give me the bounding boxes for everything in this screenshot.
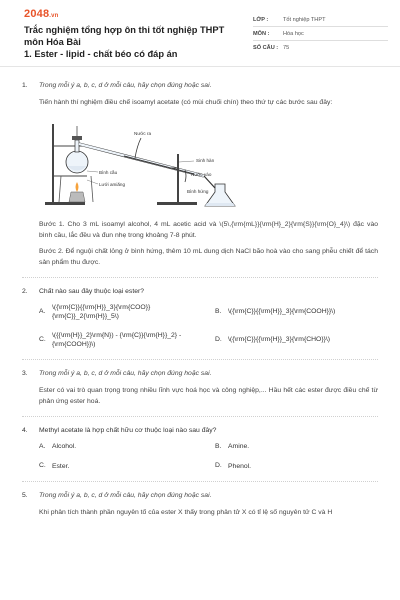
document-title <box>24 24 245 60</box>
question-body: Ester có vai trò quan trọng trong nhiều lĩnh vực hoá học và công nghiệp,... Hầu hết các ester được điều chế từ phản ứng ester hoá. <box>39 387 378 405</box>
question-2 <box>22 287 378 350</box>
meta-label: SỐ CÂU : <box>253 44 279 51</box>
option-d[interactable] <box>215 461 378 472</box>
option-a[interactable] <box>39 442 215 453</box>
meta-row-subject <box>253 27 388 41</box>
meta-row-class <box>253 13 388 27</box>
meta-value: Hóa học <box>283 30 304 37</box>
label-sinh-han: Sinh hàn <box>196 158 215 163</box>
meta-label: MÔN : <box>253 30 270 37</box>
site-logo[interactable] <box>24 8 245 20</box>
option-a[interactable] <box>39 303 215 322</box>
question-body: Khi phân tích thành phần nguyên tố của ester X thấy trong phân tử X có tỉ lệ số nguyên tử C và H <box>39 509 333 516</box>
question-list <box>0 67 400 519</box>
meta-value: 75 <box>283 44 290 51</box>
question-divider <box>22 277 378 278</box>
question-instruction: Trong mỗi ý a, b, c, d ở mỗi câu, hãy chọn đúng hoặc sai. <box>39 82 212 89</box>
label-luoi-amiang: Lưới amiăng <box>99 182 126 187</box>
option-d[interactable] <box>215 331 378 350</box>
option-letter: C. <box>39 335 46 343</box>
label-binh-hung: Bình hứng <box>187 189 209 194</box>
title-line-2: 1. Ester - lipid - chất béo có đáp án <box>24 49 178 59</box>
question-instruction: Trong mỗi ý a, b, c, d ở mỗi câu, hãy chọn đúng hoặc sai. <box>39 369 212 377</box>
step-1-text: Bước 1. Cho 3 mL isoamyl alcohol, 4 mL acetic acid và \(5\,{\rm{mL}}{\rm{H}_2}{\rm{S}}{\rm{O}_4}\) đặc vào bình cầu, lắc đều và đun nhẹ trong khoảng 7-8 phút. <box>39 221 378 239</box>
question-number: 3. <box>22 369 28 377</box>
option-c[interactable] <box>39 461 215 472</box>
step-2-text: Bước 2. Để nguội chất lỏng ở bình hứng, thêm 10 mL dung dịch NaCl bão hoà vào cho sang phễu chiết để tách sản phẩm thu được. <box>39 248 378 266</box>
option-text: Phenol. <box>228 462 252 470</box>
answer-options <box>22 442 378 472</box>
option-text: \({\rm{C}}{{\rm{H}}_3}{\rm{COOH}}\) <box>228 308 336 316</box>
question-5 <box>22 491 378 519</box>
option-letter: B. <box>215 307 222 315</box>
answer-options <box>22 303 378 350</box>
label-binh-cau: Bình cầu <box>99 170 118 175</box>
option-b[interactable] <box>215 303 378 322</box>
option-text: \({{\rm{H}}_2}\rm{N}) - {\rm{C}}{\rm{H}}_2} - {\rm{COOH}}\) <box>52 331 182 348</box>
option-text: \({\rm{C}}{{\rm{H}}_3}{\rm{COO}}{\rm{C}}_2{\rm{H}}_5\) <box>52 303 151 320</box>
option-letter: B. <box>215 442 222 450</box>
logo-suffix: .vn <box>49 13 59 19</box>
logo-main: 2048 <box>24 8 50 20</box>
question-divider <box>22 481 378 482</box>
question-divider <box>22 359 378 360</box>
meta-value: Tốt nghiệp THPT <box>283 16 326 23</box>
question-number: 1. <box>22 82 28 89</box>
meta-row-count <box>253 41 388 54</box>
question-stem: Chất nào sau đây thuộc loại ester? <box>39 288 145 295</box>
option-text: \({\rm{C}}{{\rm{H}}_3}{\rm{CHO}}\) <box>228 336 331 344</box>
option-letter: D. <box>215 462 222 469</box>
question-number: 4. <box>22 427 28 434</box>
meta-table <box>245 0 400 66</box>
option-letter: D. <box>215 335 222 343</box>
question-intro: Tiến hành thí nghiệm điều chế isoamyl acetate (có mùi chuối chín) theo thứ tự các bước sau đây: <box>39 98 333 106</box>
distillation-apparatus-diagram <box>39 114 254 214</box>
question-number: 5. <box>22 491 28 499</box>
title-line-1: Trắc nghiệm tổng hợp ôn thi tốt nghiệp THPT môn Hóa Bài <box>24 25 225 47</box>
header-left <box>0 0 245 66</box>
question-stem: Methyl acetate là hợp chất hữu cơ thuộc loại nào sau đây? <box>39 427 217 434</box>
question-1 <box>22 81 378 268</box>
question-4 <box>22 426 378 472</box>
option-letter: A. <box>39 442 46 450</box>
meta-label: LỚP : <box>253 16 269 23</box>
option-text: Alcohol. <box>52 443 77 450</box>
question-divider <box>22 416 378 417</box>
option-text: Ester. <box>52 462 70 470</box>
question-instruction: Trong mỗi ý a, b, c, d ở mỗi câu, hãy chọn đúng hoặc sai. <box>39 491 212 499</box>
label-nuoc-ra: Nước ra <box>134 131 152 136</box>
option-text: Amine. <box>228 443 250 450</box>
option-b[interactable] <box>215 442 378 453</box>
distillation-figure <box>39 114 254 214</box>
option-letter: A. <box>39 307 46 315</box>
question-number: 2. <box>22 288 28 295</box>
option-c[interactable] <box>39 331 215 350</box>
label-nuoc-vao: Nước vào <box>191 172 212 177</box>
option-letter: C. <box>39 462 46 469</box>
question-3 <box>22 369 378 408</box>
document-header <box>0 0 400 67</box>
